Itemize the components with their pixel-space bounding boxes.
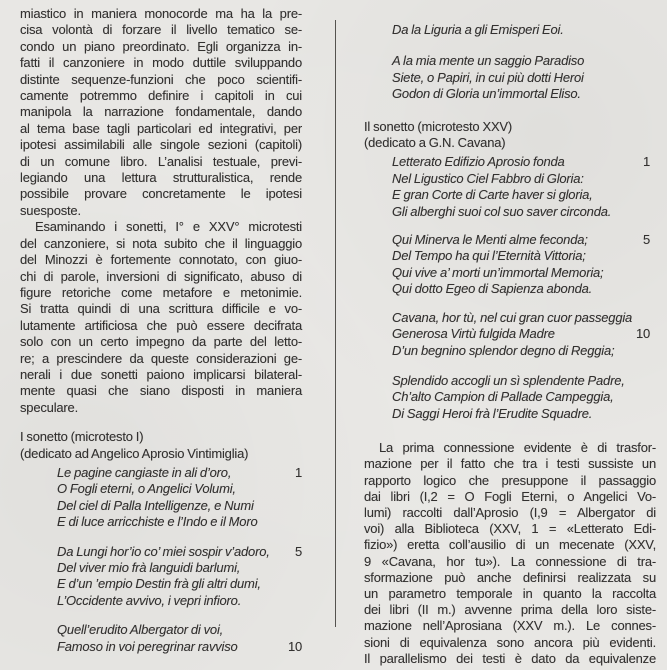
verse-stanza bbox=[20, 622, 302, 655]
verse-line: L’Occidente avvivo, i vepri infioro. bbox=[57, 592, 242, 608]
body-line: un parametro temporale in quanto la raccolta bbox=[364, 585, 656, 601]
verse-number: 1 bbox=[642, 154, 650, 170]
verse-line: Generosa Virtù fulgida Madre 10 bbox=[392, 326, 650, 342]
verse-line: Godon di Gloria un’immortal Eliso. bbox=[392, 86, 581, 102]
body-line: nerali i due sonetti paiono implicarsi bilateral- bbox=[20, 366, 302, 382]
verse-stanza bbox=[364, 373, 656, 422]
verse-number: 5 bbox=[642, 232, 650, 248]
verse-line: Siete, o Papiri, in cui più dotti Heroi bbox=[392, 69, 584, 85]
column-divider bbox=[335, 20, 336, 627]
verse-line: Del Tempo ha qui l’Eternità Vittoria; bbox=[392, 248, 586, 264]
body-line: miastico in maniera monocorde ma ha la pre- bbox=[20, 6, 302, 21]
verse-number: 5 bbox=[294, 543, 302, 559]
verse-line: D’un begnino splendor degno di Reggia; bbox=[392, 342, 615, 358]
body-line: manipola la narrazione fondamentale, dando bbox=[20, 104, 302, 120]
body-line: condo un piano preordinato. Egli organizza in- bbox=[20, 38, 302, 54]
verse-stanza bbox=[20, 465, 302, 531]
body-line: distinte sequenze-funzioni che poco scientifi- bbox=[20, 71, 302, 87]
verse-line: Gli alberghi suoi col suo saver circonda. bbox=[392, 203, 612, 219]
body-line: lutamente artificiosa che può essere decifrata bbox=[20, 317, 302, 333]
verse-line: Qui vive a’ morti un’immortal Memoria; bbox=[392, 264, 604, 280]
sonnet-heading: Il sonetto (microtesto XXV) bbox=[364, 118, 513, 134]
body-line: suesposte. bbox=[20, 202, 81, 218]
verse-stanza bbox=[364, 154, 656, 220]
body-paragraph bbox=[364, 440, 656, 667]
verse-stanza bbox=[364, 232, 656, 298]
verse-line: Nel Ligustico Ciel Fabbro di Gloria: bbox=[392, 170, 584, 186]
sonnet-dedication: (dedicato a G.N. Cavana) bbox=[364, 135, 506, 151]
body-line: Il parallelismo dei testi è dato da equivalenze bbox=[364, 650, 656, 666]
verse-stanza bbox=[364, 310, 656, 359]
body-line: del canzoniere, si nota subito che il linguaggio bbox=[20, 235, 302, 251]
left-column bbox=[20, 0, 302, 655]
body-line: legiando una lettura strutturalistica, rende bbox=[20, 170, 302, 186]
body-line: dei libri (II m.) avvenne prima della loro siste- bbox=[364, 602, 656, 618]
verse-line: Di Saggi Heroi frà l’Erudite Squadre. bbox=[392, 405, 593, 421]
verse-stanza bbox=[364, 22, 656, 38]
verse-line: Qui dotto Egeo di Sapienza abonda. bbox=[392, 281, 593, 297]
body-line: Si tratta quindi di una scrittura difficile e vo- bbox=[20, 301, 302, 317]
verse-number: 1 bbox=[294, 464, 302, 480]
verse-line: O Fogli eterni, o Angelici Volumi, bbox=[57, 481, 236, 497]
body-line: dai libri (I,2 = O Fogli Eterni, o Angelici Vo- bbox=[364, 488, 656, 504]
verse-line: Quell’erudito Albergator di voi, bbox=[57, 622, 224, 638]
body-line: figure retoriche come metafore e metonimie. bbox=[20, 284, 302, 300]
verse-line: Del ciel di Palla Intelligenze, e Numi bbox=[57, 497, 254, 513]
body-line: al tema base tagli particolari ed integrativi, per bbox=[20, 120, 302, 136]
body-line: re; a prescindere da queste considerazioni ge- bbox=[20, 350, 302, 366]
body-line: di un comune libro. L’analisi testuale, previ- bbox=[20, 153, 302, 169]
body-line: lumi) raccolti dall’Aprosio (I,9 = Albergator di bbox=[364, 504, 656, 520]
body-line: del Minozzi è fortemente connotato, con giuo- bbox=[20, 252, 302, 268]
body-line: camente potremmo definire i capitoli in cui bbox=[20, 88, 302, 104]
body-line: fizio») eretta coll’ausilio di un mecenate (XXV, bbox=[364, 537, 656, 553]
body-line: possibile provare concretamente le ipotesi bbox=[20, 186, 302, 202]
sonnet-heading: I sonetto (microtesto I) bbox=[20, 429, 144, 445]
body-line: Esaminando i sonetti, I° e XXV° microtesti bbox=[35, 219, 302, 235]
body-line: mente quasi che siano disposti in maniera bbox=[20, 383, 302, 399]
right-column bbox=[364, 0, 656, 667]
verse-line: E di luce arricchiste e l’Indo e il Moro bbox=[57, 514, 258, 530]
body-line: chi di parole, inversioni di significato, abuso di bbox=[20, 268, 302, 284]
verse-line: Splendido accogli un sì splendente Padre, bbox=[392, 372, 625, 388]
verse-number: 10 bbox=[287, 638, 302, 654]
sonnet2-heading-block bbox=[364, 119, 656, 152]
verse-line: Del viver mio frà languidi barlumi, bbox=[57, 560, 241, 575]
body-paragraph bbox=[20, 6, 302, 219]
body-line: mazione nell’Aprosiana (XXV m.). Le connes- bbox=[364, 618, 656, 634]
verse-line: Da Lungi hor’io co’ miei sospir v’adoro, 5 bbox=[57, 543, 302, 559]
verse-line: Le pagine cangiaste in ali d’oro, 1 bbox=[57, 464, 302, 480]
verse-line: E d’un ’empio Destin frà gli altri dumi, bbox=[57, 576, 261, 592]
verse-line: Qui Minerva le Menti alme feconda; 5 bbox=[392, 232, 650, 248]
verse-line: Ch’alto Campion di Pallade Campeggia, bbox=[392, 389, 614, 405]
body-line: mazione per il fatto che tra i testi sussiste un bbox=[364, 456, 656, 472]
body-paragraph bbox=[20, 219, 302, 416]
verse-line: Da la Liguria a gli Emisperi Eoi. bbox=[392, 22, 564, 37]
verse-line: A la mia mente un saggio Paradiso bbox=[392, 53, 585, 69]
body-line: sioni di equivalenza sono ancora più evidenti. bbox=[364, 634, 656, 650]
body-line: sformazione può anche definirsi realizzata su bbox=[364, 569, 656, 585]
body-line: La prima connessione evidente è di trasfor- bbox=[379, 440, 656, 456]
sonnet1-heading-block bbox=[20, 429, 302, 462]
sonnet-dedication: (dedicato ad Angelico Aprosio Vintimiglia) bbox=[20, 445, 249, 461]
verse-stanza bbox=[20, 544, 302, 610]
verse-line: Cavana, hor tù, nel cui gran cuor passeggia bbox=[392, 309, 633, 325]
body-line: solo con un certo impegno da parte del letto- bbox=[20, 334, 302, 350]
verse-stanza bbox=[364, 53, 656, 102]
body-line: rapporto logico che presuppone il passaggio bbox=[364, 472, 656, 488]
verse-line: Letterato Edifizio Aprosio fonda 1 bbox=[392, 154, 650, 170]
body-line: 9 «Cavana, hor tu»). La connessione di tra- bbox=[364, 553, 656, 569]
body-line: voi) alla Biblioteca (XXV, 1 = «Letterato Edi- bbox=[364, 521, 656, 537]
body-line: cisa volontà di forzare il livello tematico se- bbox=[20, 22, 302, 38]
verse-line: E gran Corte di Carte haver si gloria, bbox=[392, 187, 593, 203]
body-line: speculare. bbox=[20, 399, 78, 415]
verse-number: 10 bbox=[635, 326, 650, 342]
verse-line: Famoso in voi peregrinar ravviso 10 bbox=[57, 638, 302, 654]
body-line: fatti il canzoniere in modo duttile sviluppando bbox=[20, 55, 302, 71]
body-line: ipotesi assimilabili alle singole sezioni (capitoli) bbox=[20, 137, 302, 153]
